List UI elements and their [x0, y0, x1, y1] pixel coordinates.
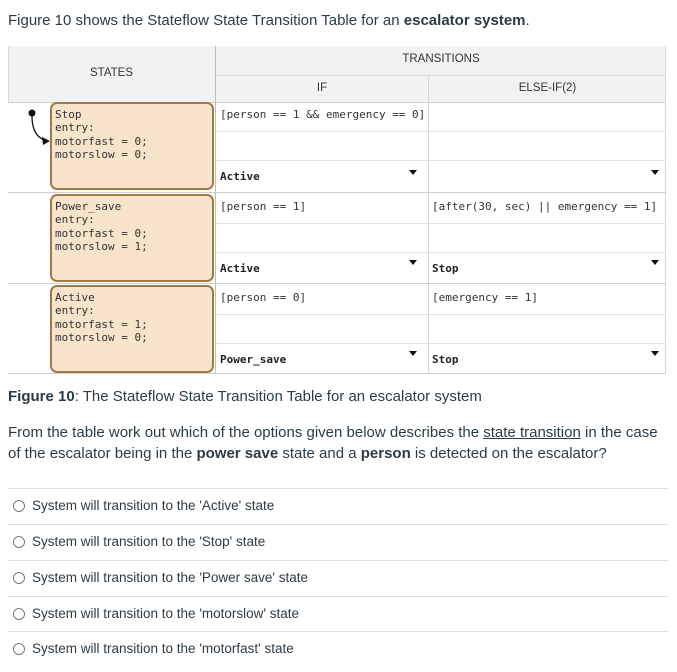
row3-elseif-dropdown-icon[interactable] [651, 351, 659, 356]
answer-option-label[interactable]: System will transition to the 'Active' state [32, 498, 275, 513]
answer-option-1[interactable] [8, 488, 668, 524]
answer-option-label[interactable]: System will transition to the 'Power save' state [32, 570, 309, 585]
answer-option-2[interactable] [8, 524, 668, 560]
figure-caption [8, 388, 482, 405]
question-part1: From the table work out which of the options given below describes the [8, 424, 484, 441]
state-power-save[interactable] [50, 194, 214, 282]
elseif-header: ELSE-IF(2) [429, 76, 666, 102]
row1-if-condition: [person == 1 && emergency == 0] [220, 108, 426, 121]
transitions-header: TRANSITIONS [216, 46, 666, 75]
row2-elseif-condition: [after(30, sec) || emergency == 1] [432, 200, 658, 213]
state-power-save-text: Power_save entry: motorfast = 0; motorslow = 1; [55, 200, 148, 254]
question-text [8, 422, 668, 464]
row3-elseif-action[interactable]: Stop [432, 353, 459, 366]
question-part4: is detected on the escalator? [410, 445, 607, 462]
radio-button-icon[interactable] [13, 608, 25, 620]
row1-elseif-dropdown-icon[interactable] [651, 170, 659, 175]
state-stop[interactable] [50, 102, 214, 190]
state-transition-table [8, 46, 666, 374]
question-bold-power-save: power save [196, 445, 279, 462]
row3-if-dropdown-icon[interactable] [409, 351, 417, 356]
row1-if-action[interactable]: Active [220, 170, 260, 183]
row2-elseif-dropdown-icon[interactable] [651, 260, 659, 265]
row2-if-action[interactable]: Active [220, 262, 260, 275]
row2-if-dropdown-icon[interactable] [409, 260, 417, 265]
intro-prefix: Figure 10 shows the Stateflow State Transition Table for an [8, 12, 404, 29]
answer-option-5[interactable] [8, 631, 668, 667]
radio-button-icon[interactable] [13, 643, 25, 655]
question-part3: state and a [278, 445, 361, 462]
intro-text [8, 12, 530, 29]
answer-option-label[interactable]: System will transition to the 'motorslow' state [32, 606, 300, 621]
row3-if-condition: [person == 0] [220, 291, 307, 304]
intro-suffix: . [525, 12, 530, 29]
if-header: IF [216, 76, 428, 102]
row2-if-condition: [person == 1] [220, 200, 307, 213]
answer-option-4[interactable] [8, 596, 668, 632]
radio-button-icon[interactable] [13, 500, 25, 512]
intro-bold: escalator system [403, 12, 526, 29]
answer-option-label[interactable]: System will transition to the 'motorfast' state [32, 641, 294, 656]
radio-button-icon[interactable] [13, 536, 25, 548]
caption-bold: Figure 10 [8, 388, 75, 405]
states-header: STATES [8, 46, 215, 102]
state-active[interactable] [50, 285, 214, 373]
question-bold-person: person [360, 445, 411, 462]
row1-if-dropdown-icon[interactable] [409, 170, 417, 175]
row3-elseif-condition: [emergency == 1] [432, 291, 538, 304]
answer-option-label[interactable]: System will transition to the 'Stop' state [32, 534, 266, 549]
row2-elseif-action[interactable]: Stop [432, 262, 459, 275]
radio-button-icon[interactable] [13, 572, 25, 584]
state-transition-link[interactable]: state transition [483, 424, 581, 441]
question-part2: in the case of the escalator being in the [8, 424, 658, 462]
caption-text: : The Stateflow State Transition Table for an escalator system [74, 388, 482, 405]
state-active-text: Active entry: motorfast = 1; motorslow = 0; [55, 291, 148, 345]
answer-option-3[interactable] [8, 560, 668, 596]
row3-if-action[interactable]: Power_save [220, 353, 287, 366]
state-stop-text: Stop entry: motorfast = 0; motorslow = 0; [55, 108, 148, 162]
